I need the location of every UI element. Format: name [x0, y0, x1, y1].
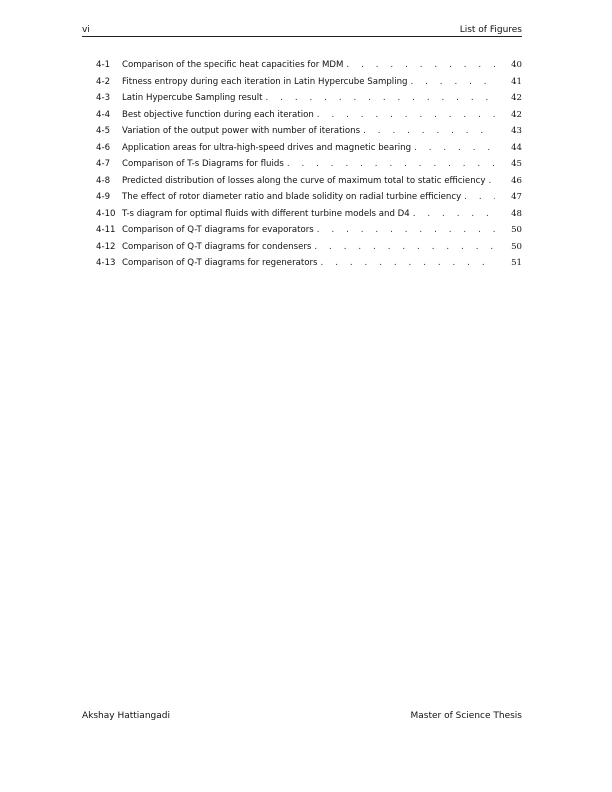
dot-leader — [287, 156, 495, 173]
dot-leader — [363, 123, 495, 140]
figure-caption: The effect of rotor diameter ratio and blade solidity on radial turbine efficiency — [122, 192, 462, 202]
figure-page: 51 — [511, 258, 522, 268]
figure-number: 4-13 — [96, 258, 116, 268]
figure-caption: Predicted distribution of losses along the curve of maximum total to static efficiency — [122, 175, 486, 186]
list-item[interactable] — [96, 74, 522, 91]
figure-number: 4-10 — [96, 208, 116, 219]
list-item[interactable] — [96, 189, 522, 206]
figure-number: 4-12 — [96, 241, 116, 252]
figure-caption: Fitness entropy during each iteration in Latin Hypercube Sampling — [122, 76, 408, 87]
figure-number: 4-5 — [96, 126, 111, 136]
figure-page: 47 — [511, 192, 522, 202]
thesis-type: Master of Science Thesis — [410, 711, 522, 721]
list-item[interactable] — [96, 57, 522, 74]
figure-caption: Variation of the output power with number of iterations — [122, 126, 361, 136]
dot-leader — [410, 74, 495, 91]
figure-number: 4-8 — [96, 175, 111, 186]
figure-number: 4-9 — [96, 192, 111, 202]
figure-caption: Comparison of Q-T diagrams for regenerators — [122, 258, 318, 268]
dot-leader — [414, 140, 495, 157]
dot-leader — [317, 222, 495, 239]
figure-caption: Comparison of T-s Diagrams for fluids — [122, 159, 284, 169]
figure-number: 4-7 — [96, 159, 111, 169]
figure-caption: Best objective function during each iteration — [122, 109, 314, 120]
figure-caption: T-s diagram for optimal fluids with different turbine models and D4 — [122, 208, 410, 219]
figure-page: 40 — [511, 60, 522, 70]
figure-caption: Application areas for ultra-high-speed drives and magnetic bearing — [122, 142, 412, 153]
figure-number: 4-6 — [96, 142, 111, 153]
page-footer — [82, 709, 522, 723]
dot-leader — [413, 206, 495, 223]
list-item[interactable] — [96, 156, 522, 173]
figure-caption: Comparison of Q-T diagrams for condensers — [122, 241, 312, 252]
figure-page: 45 — [511, 159, 522, 169]
dot-leader — [321, 255, 495, 272]
figure-caption: Latin Hypercube Sampling result — [122, 93, 263, 103]
figure-page: 46 — [511, 175, 522, 186]
figure-number: 4-2 — [96, 76, 111, 87]
figure-page: 50 — [511, 225, 522, 235]
list-item[interactable] — [96, 206, 522, 223]
figure-page: 44 — [511, 142, 522, 153]
list-item[interactable] — [96, 107, 522, 124]
figure-page: 48 — [511, 208, 522, 219]
dot-leader — [314, 239, 495, 256]
list-item[interactable] — [96, 173, 522, 190]
figure-number: 4-1 — [96, 60, 111, 70]
figure-caption: Comparison of Q-T diagrams for evaporators — [122, 225, 314, 235]
list-item[interactable] — [96, 123, 522, 140]
list-item[interactable] — [96, 222, 522, 239]
dot-leader — [464, 189, 495, 206]
list-item[interactable] — [96, 140, 522, 157]
header-rule — [82, 36, 522, 37]
figure-number: 4-11 — [96, 225, 116, 235]
figure-number: 4-3 — [96, 93, 111, 103]
running-section-title: List of Figures — [459, 25, 522, 35]
author-name: Akshay Hattiangadi — [82, 711, 170, 721]
page-header — [82, 23, 522, 37]
figure-page: 43 — [511, 126, 522, 136]
dot-leader — [488, 173, 495, 190]
figure-page: 42 — [511, 109, 522, 120]
page-number: vi — [82, 25, 90, 35]
figure-page: 50 — [511, 241, 522, 252]
figure-page: 42 — [511, 93, 522, 103]
dot-leader — [266, 90, 495, 107]
figure-page: 41 — [511, 76, 522, 87]
list-of-figures — [96, 57, 522, 272]
figure-number: 4-4 — [96, 109, 111, 120]
list-item[interactable] — [96, 239, 522, 256]
figure-caption: Comparison of the specific heat capacities for MDM — [122, 60, 344, 70]
dot-leader — [346, 57, 495, 74]
dot-leader — [317, 107, 495, 124]
list-item[interactable] — [96, 90, 522, 107]
list-item[interactable] — [96, 255, 522, 272]
